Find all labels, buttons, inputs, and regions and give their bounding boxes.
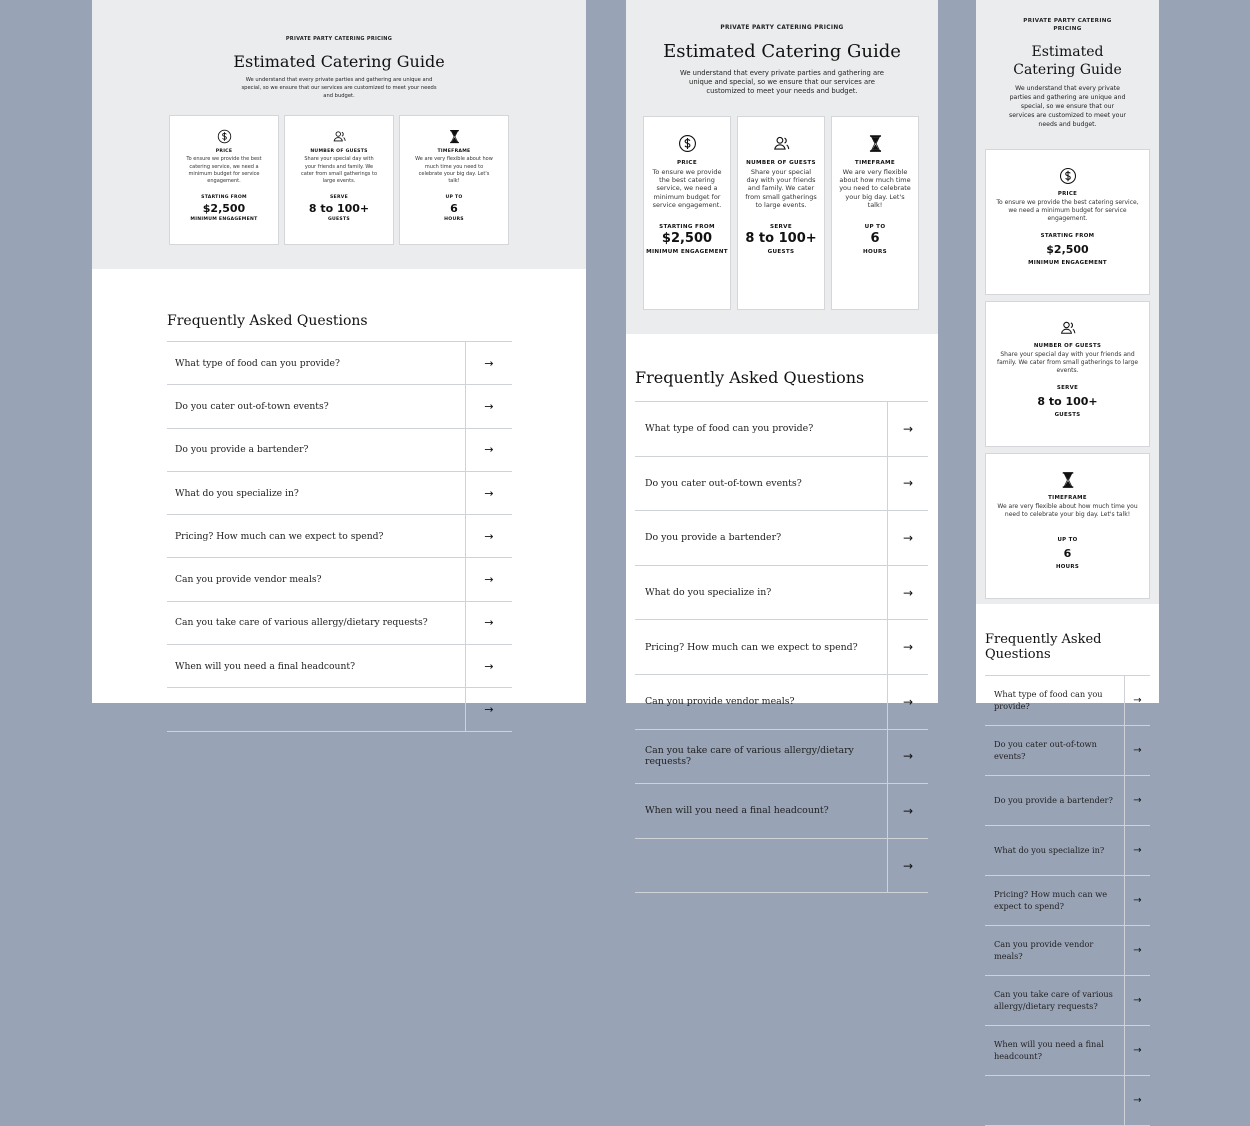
card-description: We are very flexible about how much time you need to celebrate your big day. Let's talk! bbox=[415, 156, 493, 185]
card-value: 6 bbox=[450, 202, 458, 216]
card-post-label: MINIMUM ENGAGEMENT bbox=[1028, 260, 1107, 267]
card-title: NUMBER OF GUESTS bbox=[1033, 342, 1102, 349]
faq-item[interactable] bbox=[167, 645, 512, 688]
pricing-card bbox=[399, 115, 509, 245]
card-value: $2,500 bbox=[661, 230, 713, 246]
guests-icon bbox=[332, 129, 347, 144]
faq-question[interactable]: Can you take care of various allergy/dietary requests? bbox=[175, 617, 428, 629]
faq-item[interactable] bbox=[635, 784, 928, 839]
faq-item[interactable] bbox=[985, 926, 1150, 976]
intro-text: We understand that every private parties and gathering are unique and special, so we ensure that our services are customized to meet your needs and budget. bbox=[680, 69, 884, 96]
faq-item[interactable] bbox=[635, 402, 928, 457]
faq-item[interactable] bbox=[985, 976, 1150, 1026]
faq-item[interactable] bbox=[635, 675, 928, 730]
arrow-right-icon[interactable]: → bbox=[465, 472, 512, 514]
faq-question[interactable]: What type of food can you provide? bbox=[994, 689, 1103, 711]
card-description: Share your special day with your friends and family. We cater from small gatherings to large events. bbox=[745, 167, 817, 210]
card-description: Share your special day with your friends and family. We cater from small gatherings to large events. bbox=[300, 156, 378, 185]
arrow-right-icon[interactable]: → bbox=[887, 675, 928, 729]
card-value: $2,500 bbox=[1046, 243, 1089, 257]
card-post-label: GUESTS bbox=[767, 249, 795, 256]
hourglass-icon bbox=[866, 134, 885, 153]
card-title: PRICE bbox=[1057, 190, 1078, 197]
faq-question[interactable]: Can you provide vendor meals? bbox=[175, 574, 322, 586]
arrow-right-icon[interactable]: → bbox=[887, 620, 928, 674]
faq-item[interactable] bbox=[985, 826, 1150, 876]
faq-question[interactable]: When will you need a final headcount? bbox=[645, 805, 829, 817]
faq-question[interactable]: Can you take care of various allergy/dietary requests? bbox=[645, 745, 854, 768]
faq-item[interactable] bbox=[167, 602, 512, 645]
faq-question[interactable]: Pricing? How much can we expect to spend? bbox=[645, 641, 858, 653]
card-description: Share your special day with your friends and family. We cater from small gatherings to large events. bbox=[996, 350, 1139, 375]
card-post-label: HOURS bbox=[444, 217, 464, 223]
pricing-card bbox=[169, 115, 279, 245]
faq-item[interactable] bbox=[167, 472, 512, 515]
card-pre-label: UP TO bbox=[1057, 536, 1078, 543]
faq-item[interactable] bbox=[167, 688, 512, 731]
arrow-right-icon[interactable]: → bbox=[1124, 776, 1150, 825]
card-description: To ensure we provide the best catering service, we need a minimum budget for service engagement. bbox=[652, 167, 722, 210]
faq-item[interactable] bbox=[985, 1026, 1150, 1076]
faq-question[interactable]: What type of food can you provide? bbox=[175, 357, 340, 369]
pricing-cards bbox=[985, 149, 1159, 599]
card-value: $2,500 bbox=[202, 202, 246, 216]
dollar-circle-icon bbox=[217, 129, 232, 144]
faq-list bbox=[985, 675, 1150, 1126]
arrow-right-icon[interactable]: → bbox=[887, 839, 928, 893]
arrow-right-icon[interactable]: → bbox=[465, 342, 512, 384]
arrow-right-icon[interactable]: → bbox=[887, 730, 928, 784]
faq-question[interactable]: Pricing? How much can we expect to spend? bbox=[994, 889, 1108, 911]
arrow-right-icon[interactable]: → bbox=[887, 457, 928, 511]
pricing-card bbox=[985, 453, 1150, 599]
arrow-right-icon[interactable]: → bbox=[1124, 726, 1150, 775]
card-post-label: HOURS bbox=[863, 249, 887, 256]
pricing-hero bbox=[976, 0, 1159, 604]
faq-item[interactable] bbox=[985, 876, 1150, 926]
dollar-circle-icon bbox=[1059, 167, 1077, 185]
intro-text: We understand that every private parties and gathering are unique and special, so we ensure that our services are customized to meet your needs and budget. bbox=[241, 77, 437, 99]
hourglass-icon bbox=[1059, 471, 1077, 489]
pricing-card bbox=[831, 116, 919, 310]
faq-item[interactable] bbox=[167, 385, 512, 428]
pricing-cards bbox=[643, 116, 938, 310]
card-post-label: GUESTS bbox=[327, 217, 351, 223]
card-description: We are very flexible about how much time you need to celebrate your big day. Let's talk! bbox=[997, 502, 1138, 519]
arrow-right-icon[interactable]: → bbox=[465, 645, 512, 687]
guests-icon bbox=[1059, 319, 1077, 337]
card-value: 8 to 100+ bbox=[1037, 395, 1098, 409]
faq-question[interactable]: What do you specialize in? bbox=[645, 587, 772, 599]
card-value: 6 bbox=[870, 230, 880, 246]
mobile-preview-panel bbox=[976, 0, 1159, 1106]
faq-list bbox=[167, 341, 512, 732]
desktop-preview-panel bbox=[92, 0, 586, 717]
faq-question[interactable]: Can you provide vendor meals? bbox=[994, 939, 1094, 961]
card-pre-label: SERVE bbox=[1056, 385, 1079, 392]
card-pre-label: UP TO bbox=[864, 223, 886, 230]
faq-question[interactable]: Do you provide a bartender? bbox=[994, 794, 1113, 805]
faq-item[interactable] bbox=[635, 839, 928, 894]
intro-text: We understand that every private parties and gathering are unique and special, so we ensure that our services are customized to meet your needs and budget. bbox=[1009, 85, 1126, 128]
faq-question[interactable] bbox=[635, 839, 887, 893]
pricing-card bbox=[643, 116, 731, 310]
arrow-right-icon[interactable]: → bbox=[465, 602, 512, 644]
page-title: Estimated Catering Guide bbox=[1013, 43, 1122, 78]
arrow-right-icon[interactable]: → bbox=[1124, 1026, 1150, 1075]
arrow-right-icon[interactable]: → bbox=[465, 558, 512, 600]
tablet-preview-panel bbox=[626, 0, 938, 873]
eyebrow-label: PRIVATE PARTY CATERING PRICING bbox=[285, 36, 393, 42]
faq-question[interactable]: What do you specialize in? bbox=[175, 487, 299, 499]
faq-item[interactable] bbox=[635, 620, 928, 675]
hourglass-icon bbox=[447, 129, 462, 144]
card-title: TIMEFRAME bbox=[1048, 494, 1087, 501]
eyebrow-label: PRIVATE PARTY CATERING PRICING bbox=[720, 25, 844, 31]
card-title: TIMEFRAME bbox=[854, 159, 896, 166]
card-pre-label: UP TO bbox=[445, 195, 463, 201]
card-post-label: MINIMUM ENGAGEMENT bbox=[190, 217, 258, 223]
faq-question[interactable]: Do you provide a bartender? bbox=[175, 444, 309, 456]
arrow-right-icon[interactable]: → bbox=[887, 402, 928, 456]
arrow-right-icon[interactable]: → bbox=[1124, 676, 1150, 725]
faq-section bbox=[626, 334, 938, 893]
faq-item[interactable] bbox=[635, 457, 928, 512]
faq-item[interactable] bbox=[635, 511, 928, 566]
arrow-right-icon[interactable]: → bbox=[1124, 826, 1150, 875]
faq-question[interactable]: Can you take care of various allergy/dietary requests? bbox=[994, 989, 1113, 1011]
faq-question[interactable] bbox=[985, 1076, 1124, 1125]
dollar-circle-icon bbox=[678, 134, 697, 153]
page-title: Estimated Catering Guide bbox=[233, 52, 445, 71]
pricing-cards bbox=[169, 115, 586, 245]
card-pre-label: STARTING FROM bbox=[659, 223, 715, 230]
card-value: 8 to 100+ bbox=[308, 202, 370, 216]
page-title: Estimated Catering Guide bbox=[663, 41, 901, 62]
faq-question[interactable]: Can you provide vendor meals? bbox=[645, 696, 795, 708]
faq-item[interactable] bbox=[985, 676, 1150, 726]
card-pre-label: STARTING FROM bbox=[201, 195, 247, 201]
eyebrow-label: PRIVATE PARTY CATERING PRICING bbox=[1023, 18, 1112, 32]
arrow-right-icon[interactable]: → bbox=[1124, 926, 1150, 975]
card-value: 6 bbox=[1063, 546, 1072, 560]
faq-question[interactable]: What type of food can you provide? bbox=[645, 423, 814, 435]
card-description: We are very flexible about how much time you need to celebrate your big day. Let's talk! bbox=[839, 167, 911, 210]
faq-title: Frequently Asked Questions bbox=[985, 632, 1102, 662]
card-description: To ensure we provide the best catering service, we need a minimum budget for service engagement. bbox=[186, 156, 262, 185]
arrow-right-icon[interactable]: → bbox=[887, 511, 928, 565]
faq-item[interactable] bbox=[985, 1076, 1150, 1126]
pricing-hero bbox=[626, 0, 938, 334]
arrow-right-icon[interactable]: → bbox=[1124, 876, 1150, 925]
card-title: TIMEFRAME bbox=[437, 149, 471, 155]
guests-icon bbox=[772, 134, 791, 153]
arrow-right-icon[interactable]: → bbox=[887, 566, 928, 620]
faq-item[interactable] bbox=[167, 558, 512, 601]
faq-item[interactable] bbox=[635, 566, 928, 621]
faq-question[interactable]: Do you provide a bartender? bbox=[645, 532, 782, 544]
card-title: PRICE bbox=[215, 149, 233, 155]
faq-question[interactable]: Do you cater out-of-town events? bbox=[994, 739, 1097, 761]
faq-section bbox=[976, 604, 1159, 1126]
faq-question[interactable]: Do you cater out-of-town events? bbox=[645, 477, 802, 489]
arrow-right-icon[interactable]: → bbox=[465, 385, 512, 427]
faq-section bbox=[92, 269, 586, 732]
card-post-label: MINIMUM ENGAGEMENT bbox=[646, 249, 728, 256]
faq-item[interactable] bbox=[167, 429, 512, 472]
arrow-right-icon[interactable]: → bbox=[1124, 976, 1150, 1025]
faq-title: Frequently Asked Questions bbox=[635, 368, 865, 387]
pricing-card bbox=[737, 116, 825, 310]
pricing-hero bbox=[92, 0, 586, 269]
card-post-label: HOURS bbox=[1055, 563, 1080, 570]
faq-question[interactable]: Pricing? How much can we expect to spend? bbox=[175, 530, 384, 542]
faq-item[interactable] bbox=[985, 776, 1150, 826]
card-pre-label: SERVE bbox=[329, 195, 349, 201]
faq-list bbox=[635, 401, 928, 893]
faq-question[interactable]: When will you need a final headcount? bbox=[175, 660, 356, 672]
pricing-card bbox=[985, 301, 1150, 447]
faq-question[interactable]: When will you need a final headcount? bbox=[994, 1039, 1104, 1061]
card-description: To ensure we provide the best catering service, we need a minimum budget for service engagement. bbox=[996, 198, 1139, 223]
card-pre-label: STARTING FROM bbox=[1040, 233, 1095, 240]
faq-question[interactable]: What do you specialize in? bbox=[994, 844, 1105, 855]
arrow-right-icon[interactable]: → bbox=[465, 515, 512, 557]
faq-question[interactable] bbox=[167, 688, 465, 730]
card-post-label: GUESTS bbox=[1054, 412, 1081, 419]
faq-question[interactable]: Do you cater out-of-town events? bbox=[175, 400, 329, 412]
faq-item[interactable] bbox=[167, 515, 512, 558]
faq-title: Frequently Asked Questions bbox=[167, 313, 368, 329]
faq-item[interactable] bbox=[635, 730, 928, 785]
faq-item[interactable] bbox=[985, 726, 1150, 776]
arrow-right-icon[interactable]: → bbox=[1124, 1076, 1150, 1125]
card-pre-label: SERVE bbox=[770, 223, 792, 230]
card-value: 8 to 100+ bbox=[745, 230, 817, 246]
arrow-right-icon[interactable]: → bbox=[465, 429, 512, 471]
pricing-card bbox=[284, 115, 394, 245]
card-title: NUMBER OF GUESTS bbox=[746, 159, 816, 166]
card-title: NUMBER OF GUESTS bbox=[310, 149, 368, 155]
arrow-right-icon[interactable]: → bbox=[887, 784, 928, 838]
arrow-right-icon[interactable]: → bbox=[465, 688, 512, 730]
card-title: PRICE bbox=[676, 159, 698, 166]
pricing-card bbox=[985, 149, 1150, 295]
faq-item[interactable] bbox=[167, 342, 512, 385]
